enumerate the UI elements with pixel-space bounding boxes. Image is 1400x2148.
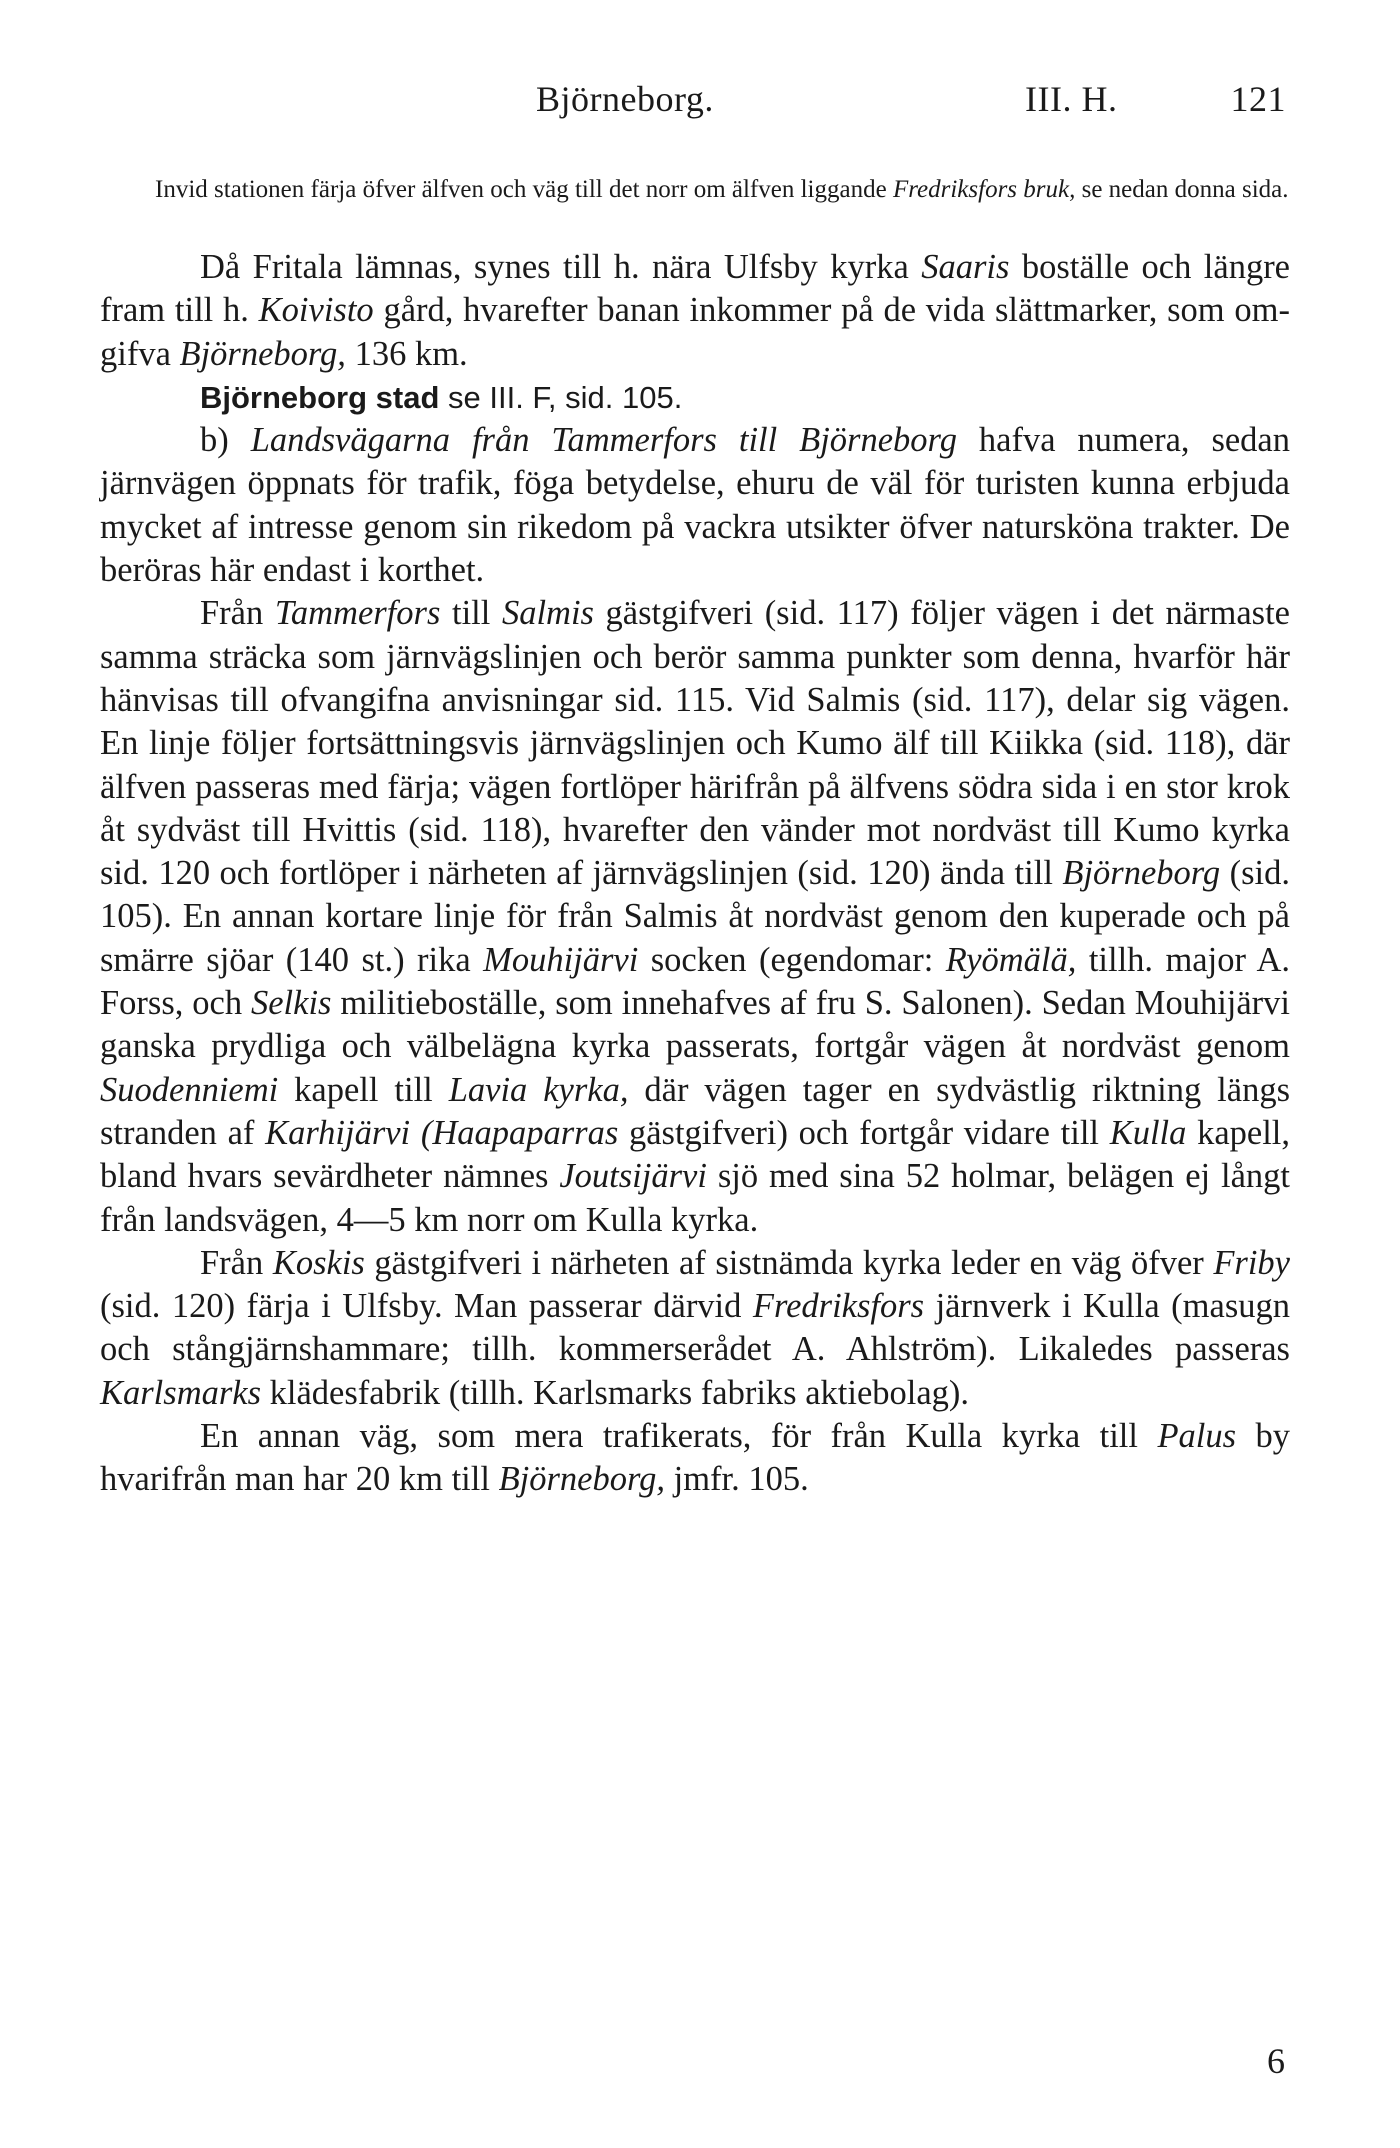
- note-italic: Fredriksfors bruk,: [892, 176, 1076, 203]
- reference-text: se III. F, sid. 105.: [439, 379, 683, 415]
- note-paragraph: [100, 175, 1290, 204]
- text: En annan väg, som mera trafikerats, för från Kulla kyrka till: [200, 1417, 1158, 1456]
- place-name: Björneborg,: [179, 334, 346, 373]
- note-text: se nedan donna sida.: [1075, 176, 1289, 203]
- text: b): [200, 421, 251, 460]
- place-name: Salmis: [501, 594, 594, 633]
- place-name: Lavia kyrka,: [448, 1070, 629, 1109]
- header-title: Björneborg.: [536, 79, 714, 119]
- place-name: Björneborg: [1062, 854, 1221, 893]
- text: hafva numera, sedan järnvägen öppnats för trafik, föga betydelse, ehuru de väl för turisten kunna erbjuda mycket af intresse genom sin rikedom på vackra utsikter öfver natursköna trakter. De beröras här endast i korthet.: [100, 421, 1290, 590]
- text: gård, hvarefter banan inkommer på de vida slättmarker, som omgifva: [100, 291, 1290, 373]
- place-name: Fredriksfors: [752, 1287, 925, 1326]
- text: militieboställe, som innehafves af fru S. Salonen). Sedan Mouhijärvi ganska prydliga och välbelägna kyrka passerats, fortgår vägen åt nordväst genom: [100, 984, 1290, 1066]
- text: gästgifveri (sid. 117) följer vägen i det närmaste samma sträcka som järnvägslinjen och berör samma punkter som denna, hvarför här hänvisas till ofvangifna anvisningar sid. 115. Vid Salmis (sid. 117), delar sig vägen. En linje följer fortsättningsvis järnvägslinjen och Kumo älf till Kiikka (sid. 118), där älfven passeras med färja; vägen fortlöper härifrån på älfvens södra sida i en stor krok åt sydväst till Hvittis (sid. 118), hvarefter den vänder mot nordväst till Kumo kyrka sid. 120 och fortlöper i närheten af järnvägslinjen (sid. 120) ända till: [100, 594, 1290, 893]
- page-number: 121: [1230, 79, 1286, 119]
- paragraph-5: [100, 1415, 1290, 1502]
- text: gästgifveri i närheten af sistnämda kyrka leder en väg öfver: [364, 1243, 1214, 1282]
- text: (sid. 105). En annan kortare linje för från Salmis åt nordväst genom den kuperade och på smärre sjöar (140 st.) rika: [100, 854, 1291, 979]
- place-name: Palus: [1157, 1417, 1237, 1456]
- place-name: Karlsmarks: [100, 1373, 262, 1412]
- cross-reference: [100, 376, 1290, 419]
- paragraph-2: [100, 419, 1290, 592]
- place-name: Saaris: [921, 248, 1010, 286]
- paragraph-4: [100, 1242, 1290, 1415]
- footnote-block: [100, 175, 1290, 204]
- header-section: III. H.: [1025, 79, 1118, 119]
- place-name: Selkis: [250, 984, 332, 1023]
- text: tillh. major A. Forss, och: [100, 940, 1291, 1023]
- place-name: Ryömälä,: [945, 940, 1077, 979]
- place-name: Friby: [1213, 1243, 1290, 1282]
- text: by hvarifrån man har 20 km till: [100, 1417, 1290, 1499]
- place-name: Joutsijärvi: [559, 1157, 707, 1196]
- place-name: Koivisto: [258, 291, 374, 330]
- text: socken (egendomar:: [638, 940, 946, 979]
- text: boställe och längre fram till h.: [100, 248, 1290, 330]
- place-name: Tammerfors: [274, 594, 441, 633]
- text: där vägen tager en sydvästlig riktning längs stranden af: [100, 1070, 1290, 1152]
- note-text: Invid stationen färja öfver älfven och väg till det norr om älfven liggande: [155, 176, 893, 203]
- main-text: [100, 246, 1290, 1502]
- place-name: Suodenniemi: [100, 1070, 279, 1109]
- text: till: [440, 594, 502, 633]
- reference-label: Björneborg stad: [200, 379, 440, 415]
- text: kapell till: [278, 1070, 449, 1109]
- text: järnverk i Kulla (masugn och stångjärnshammare; tillh. kommerserådet A. Ahlström). Likaledes passeras: [100, 1287, 1290, 1369]
- text: (sid. 120) färja i Ulfsby. Man passerar därvid: [100, 1287, 753, 1326]
- text: jmfr. 105.: [664, 1460, 809, 1499]
- text: 136 km.: [345, 334, 468, 373]
- place-name: Mouhijärvi: [483, 940, 639, 979]
- text: Då Fritala lämnas, synes till h. nära Ulfsby kyrka: [200, 248, 922, 286]
- text: Från: [200, 1243, 273, 1282]
- text: sjö med sina 52 holmar, belägen ej långt från landsvägen, 4—5 km norr om Kulla kyrka.: [100, 1157, 1290, 1239]
- text: gästgifveri) och fortgår vidare till: [618, 1113, 1110, 1152]
- section-heading: Landsvägarna från Tammerfors till Björneborg: [250, 421, 957, 460]
- place-name: Koskis: [272, 1243, 365, 1282]
- paragraph-3: [100, 592, 1290, 1241]
- text: klädesfabrik (tillh. Karlsmarks fabriks aktiebolag).: [261, 1373, 970, 1412]
- text: kapell, bland hvars sevärdheter nämnes: [100, 1113, 1290, 1196]
- place-name: Kulla: [1109, 1113, 1187, 1152]
- printer-signature: 6: [1267, 2041, 1285, 2081]
- place-name: Karhijärvi (Haapaparras: [265, 1113, 619, 1152]
- paragraph-1: [100, 246, 1290, 376]
- running-header: [100, 78, 1300, 128]
- place-name: Björneborg,: [498, 1460, 665, 1499]
- text: Från: [200, 594, 275, 633]
